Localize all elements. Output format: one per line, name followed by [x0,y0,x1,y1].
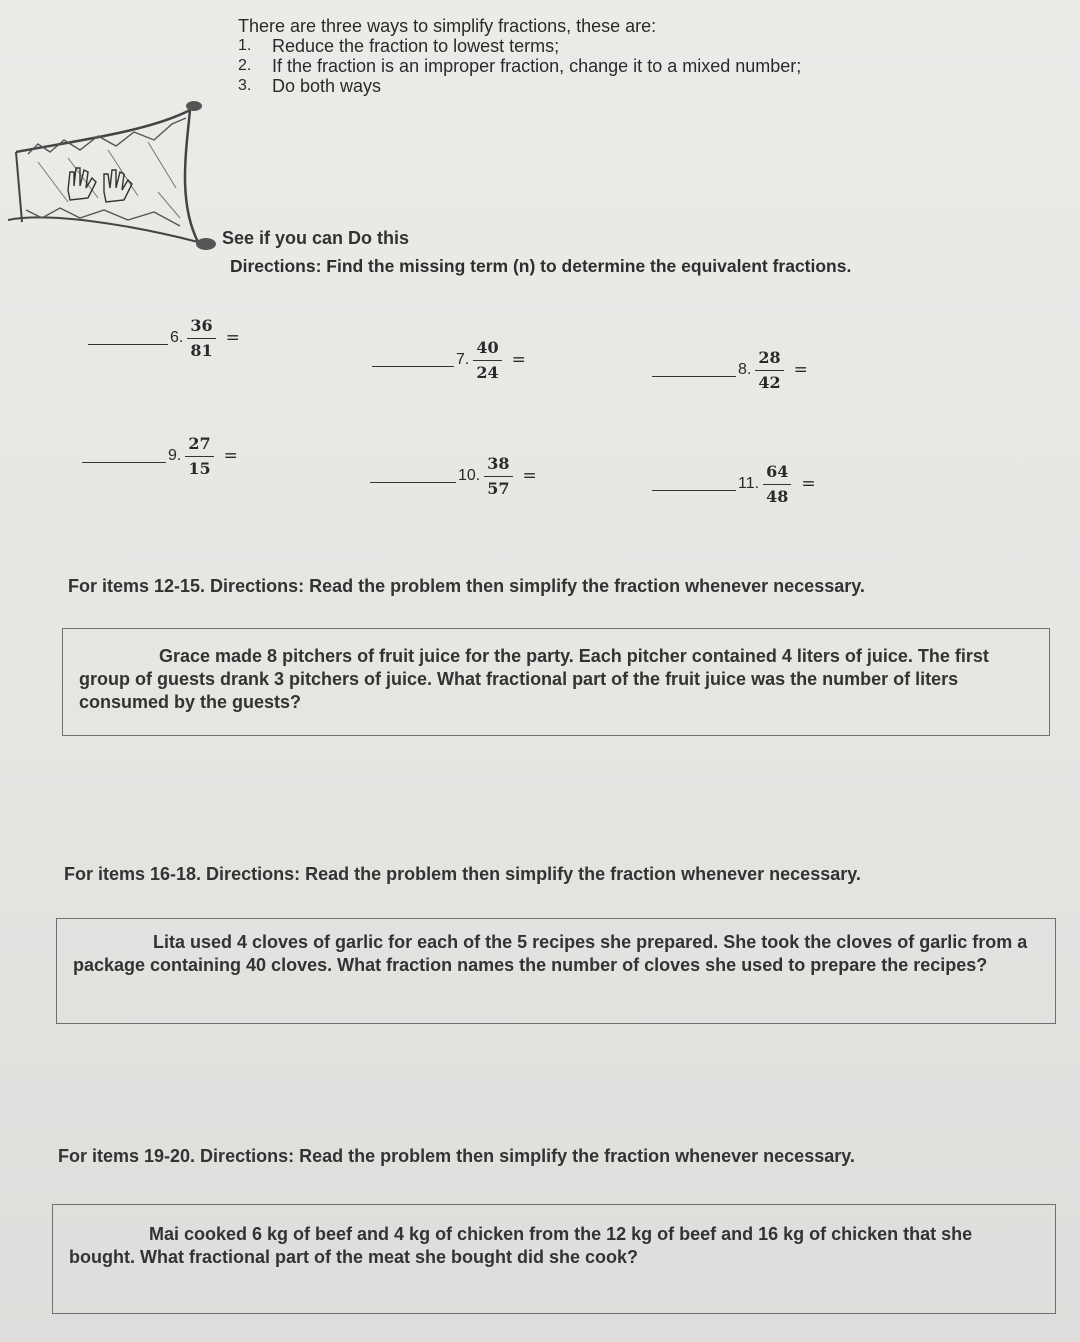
problem-box [52,1204,1056,1314]
problem-box [56,918,1056,1024]
denominator: 42 [758,373,781,392]
numerator: 27 [188,434,211,453]
way-number: 1. [238,37,252,54]
answer-blank[interactable] [88,332,168,345]
denominator: 57 [487,479,510,498]
section-heading: For items 19-20. Directions: Read the problem then simplify the fraction whenever necessary. [58,1146,855,1166]
answer-blank[interactable] [652,364,736,377]
denominator: 15 [188,459,211,478]
fraction-item [88,316,240,360]
fraction [185,434,213,478]
equals-sign: = [225,328,240,348]
fraction [763,462,791,506]
item-number: 6. [170,329,184,346]
way-text: If the fraction is an improper fraction, change it to a mixed number; [272,56,802,76]
fraction-item [652,462,816,506]
item-number: 11. [738,475,760,492]
numerator: 40 [476,338,499,357]
directions-text: Directions: Find the missing term (n) to determine the equivalent fractions. [230,256,852,276]
item-number: 10. [458,467,481,484]
section-heading: For items 12-15. Directions: Read the problem then simplify the fraction whenever necessary. [68,576,865,596]
scroll-illustration [8,92,230,262]
numerator: 64 [766,462,789,481]
fraction [755,348,783,392]
equals-sign: = [223,446,238,466]
way-text: Reduce the fraction to lowest terms; [272,36,560,56]
fraction [187,316,215,360]
answer-blank[interactable] [372,354,454,367]
fraction-item [82,434,238,478]
denominator: 81 [190,341,213,360]
fraction [484,454,512,498]
fraction-item [372,338,526,382]
section-heading: For items 16-18. Directions: Read the problem then simplify the fraction whenever necessary. [64,864,861,884]
equals-sign: = [801,474,816,494]
answer-blank[interactable] [82,450,166,463]
ways-list [238,36,801,96]
fraction-item [370,454,537,498]
numerator: 36 [190,316,213,335]
item-number: 8. [738,361,752,378]
item-number: 7. [456,351,470,368]
answer-blank[interactable] [652,478,736,491]
equals-sign: = [522,466,537,486]
numerator: 38 [487,454,510,473]
problem-box [62,628,1050,736]
intro-block [238,16,801,96]
problem-text: Mai cooked 6 kg of beef and 4 kg of chicken from the 12 kg of beef and 16 kg of chicken that she bought. What fractional part of the meat she bought did she cook? [69,1224,973,1267]
way-number: 2. [238,57,252,74]
denominator: 24 [476,363,499,382]
denominator: 48 [766,487,789,506]
intro-title: There are three ways to simplify fractions, these are: [238,16,657,36]
item-number: 9. [168,447,182,464]
equals-sign: = [793,360,808,380]
way-item [238,36,801,56]
problem-text: Grace made 8 pitchers of fruit juice for the party. Each pitcher contained 4 liters of juice. The first group of guests drank 3 pitchers of juice. What fractional part of the fruit juice was the number of liters consumed by the guests? [79,646,989,712]
way-number: 3. [238,77,252,94]
way-text: Do both ways [272,76,382,96]
equals-sign: = [511,350,526,370]
way-item [238,56,801,76]
answer-blank[interactable] [370,470,456,483]
problem-text: Lita used 4 cloves of garlic for each of the 5 recipes she prepared. She took the cloves of garlic from a package containing 40 cloves. What fraction names the number of cloves she used to prepare the recipes? [73,932,1028,975]
hands-icon [68,168,132,202]
see-if-heading: See if you can Do this [222,228,410,248]
numerator: 28 [758,348,781,367]
fraction [473,338,501,382]
way-item [238,76,801,96]
fraction-item [652,348,808,392]
